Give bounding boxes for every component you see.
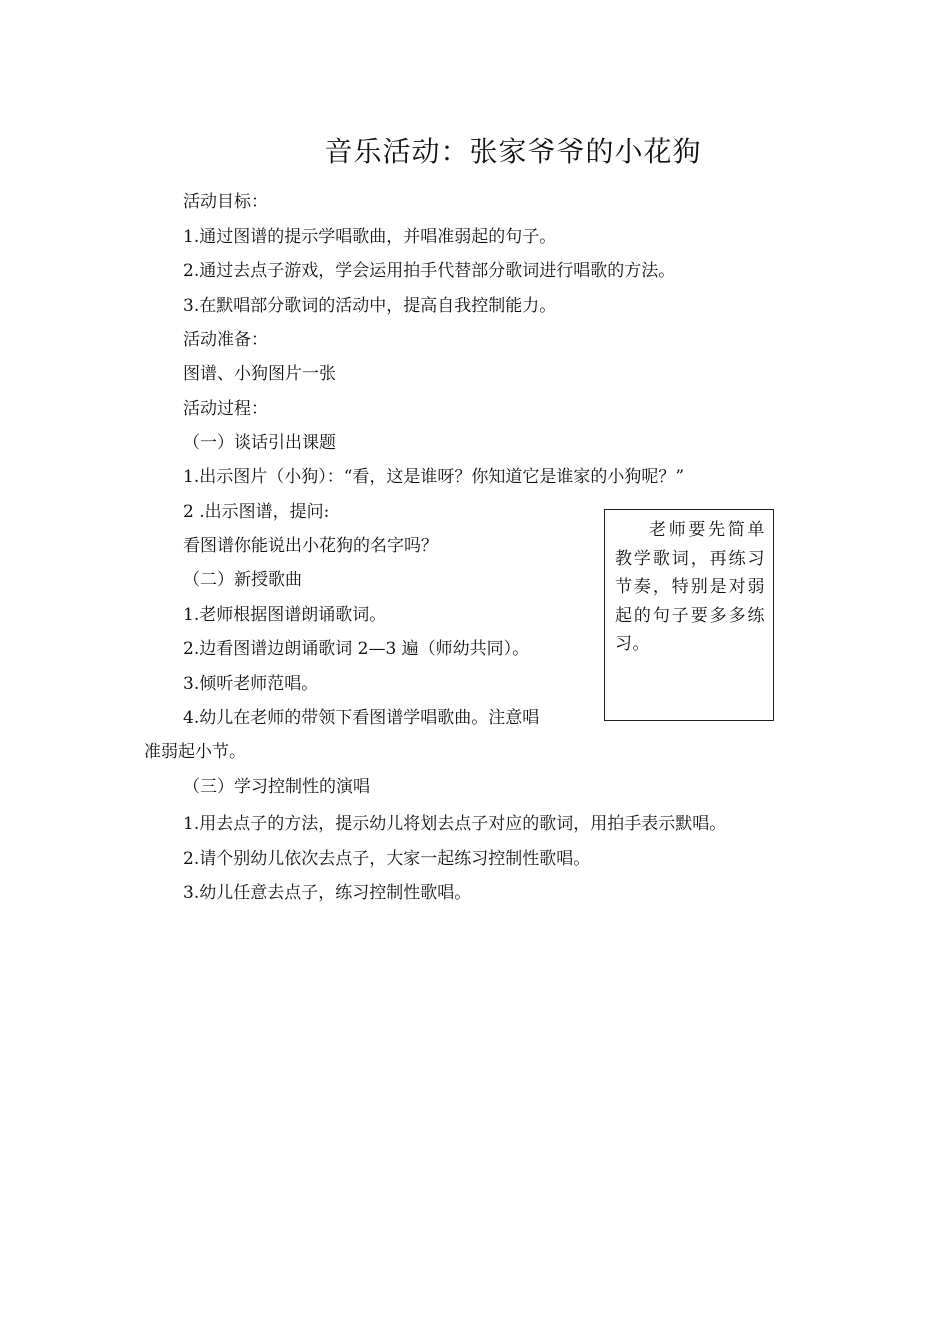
section3-item-3: 3.幼儿任意去点子，练习控制性歌唱。: [183, 883, 472, 903]
side-note-box: [604, 509, 774, 721]
section3-item-1: 1.用去点子的方法，提示幼儿将划去点子对应的歌词，用拍手表示默唱。: [183, 814, 727, 834]
section3-heading: （三）学习控制性的演唱: [183, 777, 370, 797]
section2-item-1: 1.老师根据图谱朗诵歌词。: [183, 605, 387, 625]
preparation-text: 图谱、小狗图片一张: [183, 364, 336, 384]
section1-item-2: 2 .出示图谱，提问:: [183, 502, 330, 522]
section2-item-4-continued: 准弱起小节。: [144, 742, 246, 762]
goal-item-3: 3.在默唱部分歌词的活动中，提高自我控制能力。: [183, 296, 557, 316]
section2-item-4: 4.幼儿在老师的带领下看图谱学唱歌曲。注意唱: [183, 708, 540, 728]
page-title: 音乐活动：张家爷爷的小花狗: [324, 135, 702, 168]
goal-item-1: 1.通过图谱的提示学唱歌曲，并唱准弱起的句子。: [183, 227, 557, 247]
preparation-heading: 活动准备：: [183, 330, 268, 350]
section1-heading: （一）谈话引出课题: [183, 433, 336, 453]
process-heading: 活动过程：: [183, 399, 268, 419]
section2-item-3: 3.倾听老师范唱。: [183, 674, 319, 694]
goal-item-2: 2.通过去点子游戏，学会运用拍手代替部分歌词进行唱歌的方法。: [183, 261, 676, 281]
section3-item-2: 2.请个别幼儿依次去点子，大家一起练习控制性歌唱。: [183, 849, 591, 869]
section2-heading: （二）新授歌曲: [183, 570, 302, 590]
section1-item-1: 1.出示图片（小狗）：“看，这是谁呀？你知道它是谁家的小狗呢？”: [183, 467, 685, 487]
goals-heading: 活动目标：: [183, 192, 268, 212]
section2-item-2: 2.边看图谱边朗诵歌词 2—3 遍（师幼共同）。: [183, 639, 530, 659]
side-note-text: 老师要先简单教学歌词，再练习节奏，特别是对弱起的句子要多多练习。: [615, 520, 765, 654]
section1-item-3: 看图谱你能说出小花狗的名字吗？: [183, 536, 438, 556]
